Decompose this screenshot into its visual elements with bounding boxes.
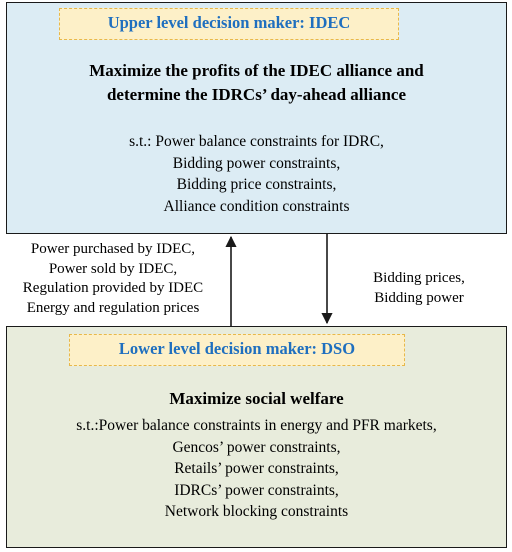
upper-constraint-line: Bidding price constraints, bbox=[176, 176, 337, 193]
lower-constraint-line: IDRCs’ power constraints, bbox=[174, 481, 339, 499]
upper-level-title: Upper level decision maker: IDEC bbox=[59, 8, 399, 40]
upward-flow-line: Energy and regulation prices bbox=[26, 299, 200, 316]
upper-constraint-line: s.t.: Power balance constraints for IDRC, bbox=[129, 133, 384, 150]
lower-level-title: Lower level decision maker: DSO bbox=[69, 334, 405, 366]
upward-flow-line: Regulation provided by IDEC bbox=[22, 280, 204, 296]
upper-objective-line: Maximize the profits of the IDEC alliance and bbox=[89, 61, 424, 80]
upper-constraint-line: Bidding power constraints, bbox=[172, 154, 341, 172]
upward-flow-line: Power sold by IDEC, bbox=[48, 260, 178, 277]
upper-constraint-line: Alliance condition constraints bbox=[163, 197, 350, 215]
lower-constraint-line: Retails’ power constraints, bbox=[174, 460, 339, 477]
lower-constraint-line: Gencos’ power constraints, bbox=[172, 438, 341, 456]
lower-constraint-line: s.t.:Power balance constraints in energy and PFR markets, bbox=[76, 417, 437, 434]
downward-flow-line: Bidding prices, bbox=[373, 270, 465, 286]
lower-objective-line: Maximize social welfare bbox=[169, 389, 344, 408]
upper-objective-line: determine the IDRCs’ day-ahead alliance bbox=[106, 85, 407, 104]
lower-constraint-line: Network blocking constraints bbox=[164, 503, 349, 520]
upward-flow-line: Power purchased by IDEC, bbox=[30, 241, 196, 257]
downward-flow-line: Bidding power bbox=[374, 289, 464, 306]
